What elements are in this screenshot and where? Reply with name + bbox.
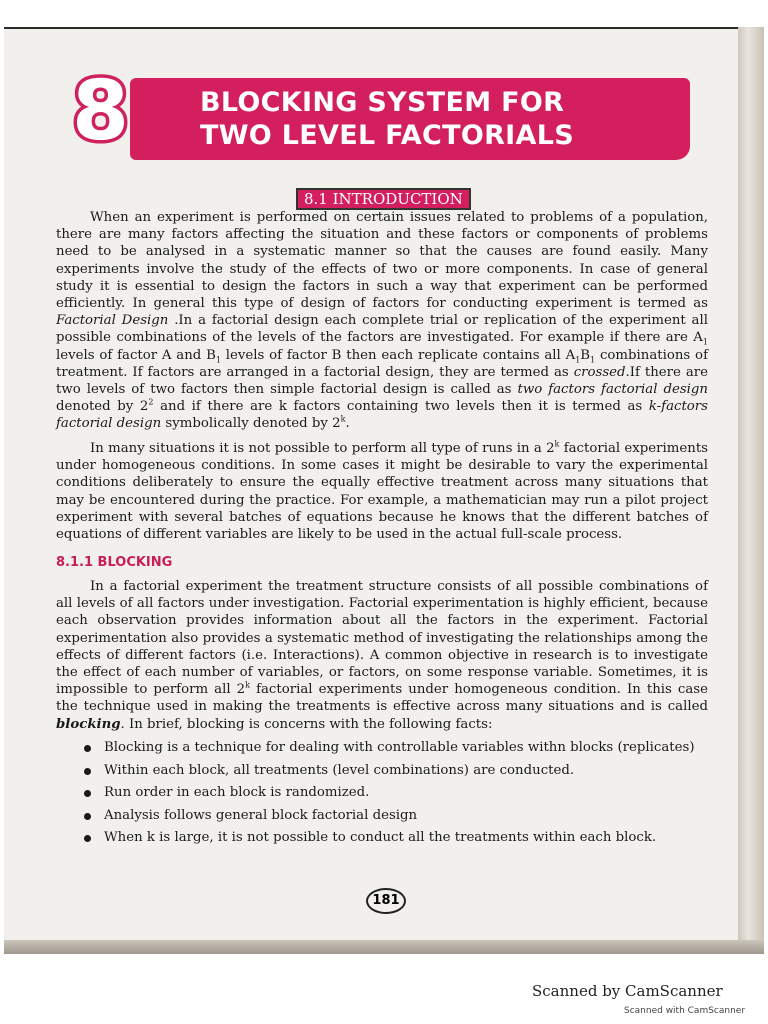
p1-term-crossed: crossed. bbox=[573, 364, 630, 380]
chapter-title bbox=[200, 86, 680, 152]
p1-text-u: . bbox=[345, 416, 350, 432]
p1-sub-f: 1 bbox=[215, 355, 221, 365]
p3-text-a: In a factorial experiment the treatment structure consists of all possible combinations of all levels of all factors under investigation. Factorial experimentation is highly efficient, because each observation provides information about all the factors in the experiment. Factorial experimentation also provides a systematic method of investigating the relationships among the effects of different factors (i.e. Interactions). A common objective in research is to investigate the effect of each number of variables, or factors, on some response variable. Sometimes, it is impossible to perform all 2 bbox=[56, 579, 708, 698]
p3-text-e: . In brief, blocking is concerns with the following facts: bbox=[120, 716, 493, 732]
p1-term-two-factors: two factors factorial design bbox=[517, 382, 708, 398]
scanner-watermark-small: Scanned with CamScanner bbox=[624, 1006, 746, 1016]
p3-text-c: factorial experiments under homogeneous condition. In this case the technique used in making the treatments is effective across many situations and is called bbox=[56, 682, 708, 715]
p1-text-s: symbolically denoted by 2 bbox=[161, 416, 341, 432]
list-item: Analysis follows general block factorial design bbox=[84, 805, 724, 828]
p2-text-a: In many situations it is not possible to perform all type of runs in a 2 bbox=[90, 441, 555, 456]
blocking-paragraph bbox=[56, 578, 708, 733]
p1-sup-t: k bbox=[340, 415, 346, 425]
subsection-heading: 8.1.1 BLOCKING bbox=[56, 555, 173, 570]
page-number: 181 bbox=[366, 888, 406, 914]
p1-text-a: When an experiment is performed on certain issues related to problems of a population, there are many factors affecting the situation and these factors or components of problems need to be analysed in a systematic manner so that the causes are found easily. Many experiments involve the study of the effects of two or more components. In case of general study it is essential to design the factors in such a way that experiment can be performed efficiently. In general this type of design of factors for conducting experiment is termed as bbox=[56, 210, 708, 312]
list-item: Run order in each block is randomized. bbox=[84, 782, 724, 805]
scanner-watermark: Scanned by CamScanner bbox=[532, 982, 723, 1000]
p1-sub-j: 1 bbox=[590, 355, 596, 365]
chapter-number bbox=[72, 64, 130, 159]
p1-text-e: levels of factor A and B bbox=[56, 347, 216, 363]
p1-text-o: denoted by 2 bbox=[56, 399, 149, 415]
p3-sup-b: k bbox=[245, 680, 250, 690]
p1-term-factorial-design: Factorial Design bbox=[56, 313, 169, 329]
list-item: Blocking is a technique for dealing with controllable variables withn blocks (replicates) bbox=[84, 737, 724, 760]
p2-sup-b: k bbox=[554, 439, 560, 449]
p1-text-q: and if there are k factors containing two levels then it is termed as bbox=[153, 399, 649, 415]
chapter-number-text: 8 bbox=[72, 64, 130, 159]
chapter-banner bbox=[130, 78, 690, 160]
p1-text-k: combinations of treatment. If factors are arranged in a factorial design, they are termed as bbox=[56, 347, 708, 380]
p3-term-blocking: blocking bbox=[56, 716, 121, 732]
list-item: When k is large, it is not possible to conduct all the treatments within each block. bbox=[84, 827, 724, 850]
page-bottom-edge bbox=[4, 940, 764, 954]
p1-text-m: If there are two levels of two factors then simple factorial design is called as bbox=[56, 364, 708, 398]
p1-text-g: levels of factor B then each replicate contains all A bbox=[220, 347, 576, 363]
intro-paragraph-1 bbox=[56, 209, 708, 433]
blocking-facts-list bbox=[84, 737, 724, 850]
list-item: Within each block, all treatments (level combinations) are conducted. bbox=[84, 760, 724, 783]
p1-text-c: .In a factorial design each complete trial or replication of the experiment all possible combinations of the levels of the factors are investigated. For example if there are A bbox=[56, 313, 708, 346]
p1-term-k-factors: k-factors factorial design bbox=[56, 399, 708, 432]
p1-sub-h: 1 bbox=[575, 355, 581, 365]
p1-text-i: B bbox=[580, 347, 591, 363]
section-heading: 8.1 INTRODUCTION bbox=[296, 188, 471, 210]
p1-sub-d: 1 bbox=[702, 338, 708, 348]
page-edge bbox=[738, 27, 764, 952]
chapter-title-line2: TWO LEVEL FACTORIALS bbox=[200, 120, 574, 151]
chapter-title-line1: BLOCKING SYSTEM FOR bbox=[200, 87, 565, 118]
intro-paragraph-2 bbox=[56, 440, 708, 543]
p2-text-c: factorial experiments under homogeneous conditions. In some cases it might be desirable to vary the experimental conditions deliberately to ensure the equally effective treatment across many situations that may be encountered during the practice. For example, a mathematician may run a pilot project experiment with several batches of equations because he knows that the different batches of equations of different variables are likely to be used in the actual full-scale process. bbox=[56, 441, 708, 543]
p1-sup-p: 2 bbox=[148, 397, 154, 407]
